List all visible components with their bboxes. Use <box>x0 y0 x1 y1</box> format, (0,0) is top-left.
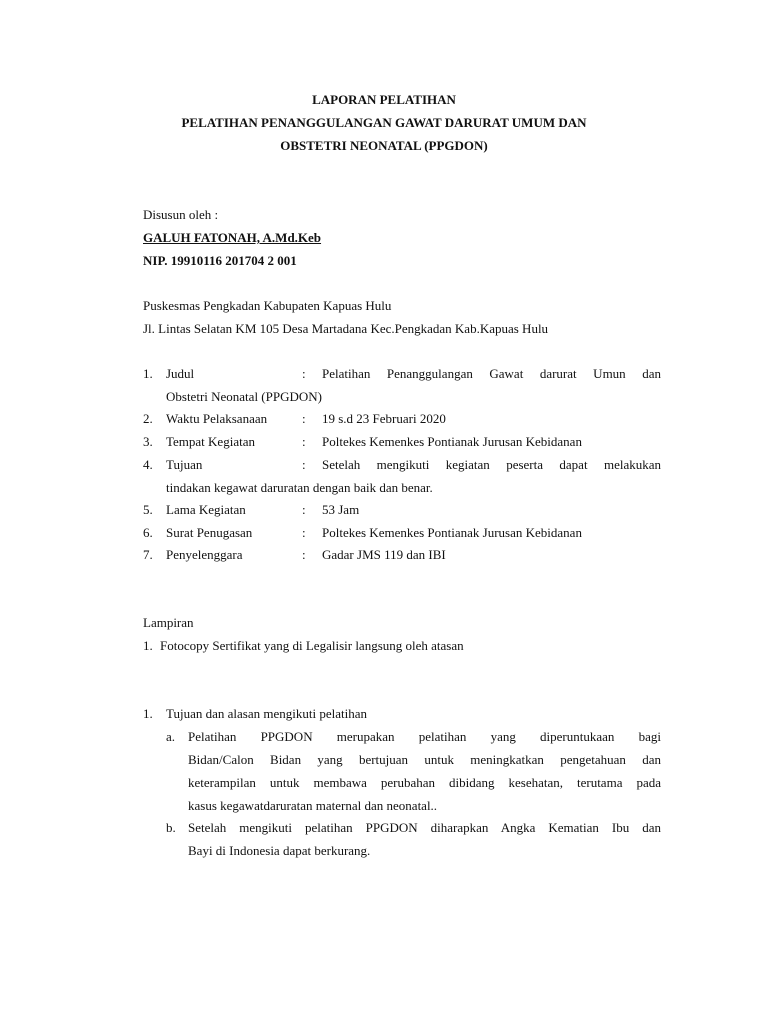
detail-value: Poltekes Kemenkes Pontianak Jurusan Kebidanan <box>322 434 582 449</box>
training-title-line-1: PELATIHAN PENANGGULANGAN GAWAT DARURAT UMUM DAN <box>181 115 587 130</box>
detail-separator: : <box>302 366 306 381</box>
detail-label: Penyelenggara <box>166 547 243 562</box>
institution-name: Puskesmas Pengkadan Kabupaten Kapuas Hulu <box>143 298 392 313</box>
detail-number: 5. <box>143 502 153 517</box>
author-label: Disusun oleh : <box>143 207 219 222</box>
detail-value: Poltekes Kemenkes Pontianak Jurusan Kebidanan <box>322 525 582 540</box>
purpose-item-text: Bidan/Calon Bidan yang bertujuan untuk meningkatkan pengetahuan dan <box>188 752 661 767</box>
purpose-heading: Tujuan dan alasan mengikuti pelatihan <box>166 706 367 721</box>
detail-separator: : <box>302 525 306 540</box>
detail-number: 1. <box>143 366 153 381</box>
detail-value: Pelatihan Penanggulangan Gawat darurat Umun dan <box>322 366 661 381</box>
attachment-item: Fotocopy Sertifikat yang di Legalisir langsung oleh atasan <box>160 638 464 653</box>
detail-label: Waktu Pelaksanaan <box>166 411 268 426</box>
purpose-item-letter: a. <box>166 729 176 744</box>
attachment-number: 1. <box>143 638 153 653</box>
detail-number: 6. <box>143 525 153 540</box>
training-title-line-2: OBSTETRI NEONATAL (PPGDON) <box>280 138 488 153</box>
purpose-item-text: Setelah mengikuti pelatihan PPGDON diharapkan Angka Kematian Ibu dan <box>188 820 661 835</box>
author-nip: NIP. 19910116 201704 2 001 <box>143 253 297 268</box>
purpose-item-text: Bayi di Indonesia dapat berkurang. <box>188 843 371 858</box>
purpose-item-letter: b. <box>166 820 176 835</box>
detail-label: Judul <box>166 366 195 381</box>
detail-value-continued: Obstetri Neonatal (PPGDON) <box>166 389 322 404</box>
institution-address: Jl. Lintas Selatan KM 105 Desa Martadana Kec.Pengkadan Kab.Kapuas Hulu <box>143 321 549 336</box>
detail-separator: : <box>302 547 306 562</box>
detail-separator: : <box>302 457 306 472</box>
detail-number: 7. <box>143 547 153 562</box>
purpose-item-text: keterampilan untuk membawa perubahan dibidang kesehatan, terutama pada <box>188 775 661 790</box>
detail-value-continued: tindakan kegawat daruratan dengan baik dan benar. <box>166 480 433 495</box>
detail-separator: : <box>302 411 306 426</box>
detail-number: 2. <box>143 411 153 426</box>
detail-label: Surat Penugasan <box>166 525 253 540</box>
purpose-item-text: kasus kegawatdaruratan maternal dan neonatal.. <box>188 798 438 813</box>
detail-label: Tempat Kegiatan <box>166 434 255 449</box>
detail-separator: : <box>302 434 306 449</box>
detail-value: 19 s.d 23 Februari 2020 <box>322 411 446 426</box>
detail-value: Setelah mengikuti kegiatan peserta dapat melakukan <box>322 457 661 472</box>
purpose-item-text: Pelatihan PPGDON merupakan pelatihan yang diperuntukaan bagi <box>188 729 661 744</box>
detail-label: Tujuan <box>166 457 203 472</box>
detail-number: 4. <box>143 457 153 472</box>
detail-value: Gadar JMS 119 dan IBI <box>322 547 446 562</box>
detail-label: Lama Kegiatan <box>166 502 246 517</box>
detail-value: 53 Jam <box>322 502 360 517</box>
author-name: GALUH FATONAH, A.Md.Keb <box>143 230 322 245</box>
report-title: LAPORAN PELATIHAN <box>312 92 456 107</box>
purpose-number: 1. <box>143 706 153 721</box>
detail-separator: : <box>302 502 306 517</box>
detail-number: 3. <box>143 434 153 449</box>
attachments-heading: Lampiran <box>143 615 194 630</box>
